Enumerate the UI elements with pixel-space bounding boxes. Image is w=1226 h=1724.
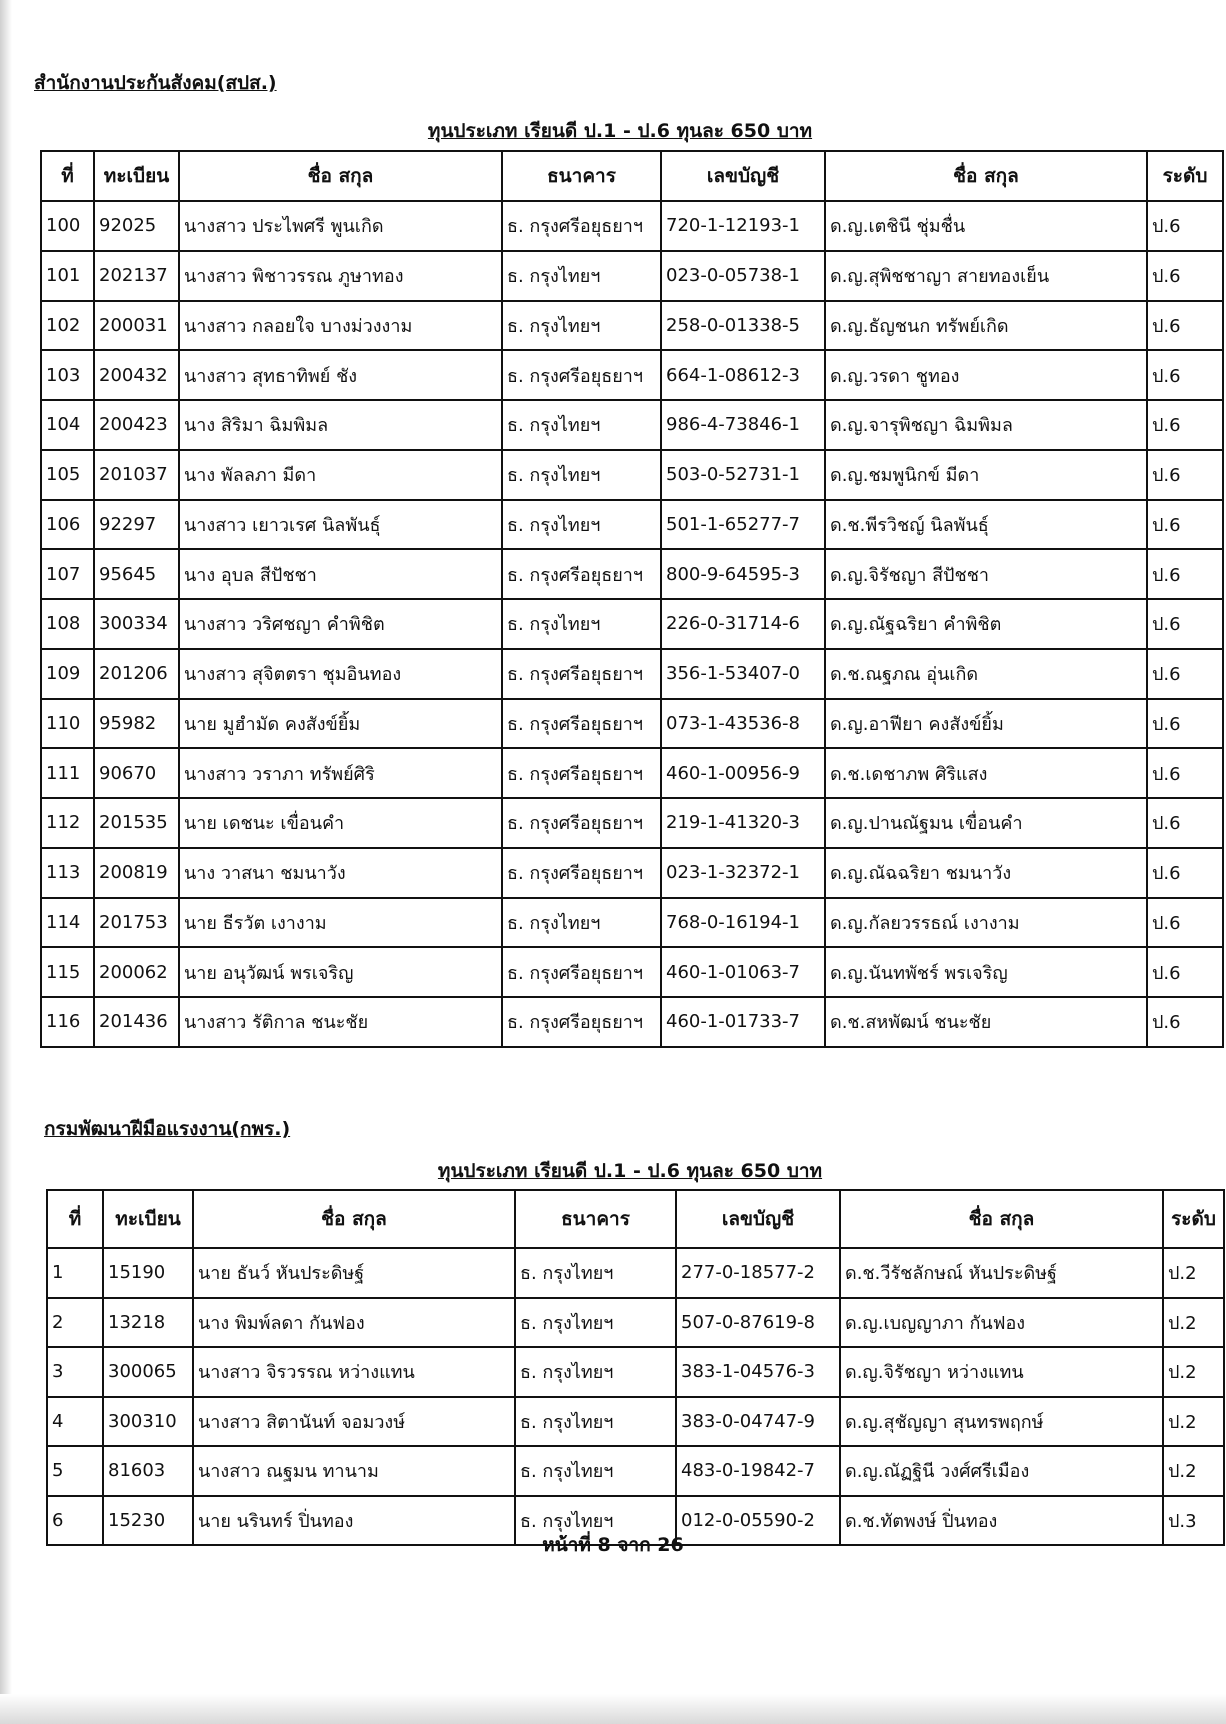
cell-student-name: ด.ญ.เบญญาภา กันฟอง [840,1298,1163,1348]
cell-no: 113 [41,848,94,898]
cell-level: ป.6 [1147,997,1223,1047]
cell-registration: 15190 [103,1248,193,1298]
cell-account-number: 226-0-31714-6 [661,599,825,649]
cell-account-holder-name: นาย อนุวัฒน์ พรเจริญ [179,947,502,997]
cell-account-number: 720-1-12193-1 [661,201,825,251]
agency-title-sso: สำนักงานประกันสังคม(สปส.) [34,72,277,94]
cell-bank: ธ. กรุงศรีอยุธยาฯ [502,549,661,599]
table-row [47,1298,1224,1348]
cell-bank: ธ. กรุงศรีอยุธยาฯ [502,947,661,997]
cell-level: ป.2 [1163,1347,1224,1397]
header-registration: ทะเบียน [103,1190,193,1248]
cell-student-name: ด.ช.วีรัชลักษณ์ หันประดิษฐ์ [840,1248,1163,1298]
cell-student-name: ด.ญ.ณัฉฉริยา ชมนาวัง [825,848,1147,898]
cell-level: ป.6 [1147,301,1223,351]
header-bank: ธนาคาร [502,151,661,201]
cell-no: 109 [41,649,94,699]
cell-account-holder-name: นางสาว สิตานันท์ จอมวงษ์ [193,1397,515,1447]
cell-bank: ธ. กรุงศรีอยุธยาฯ [502,997,661,1047]
cell-student-name: ด.ญ.กัลยวรรธณ์ เงางาม [825,898,1147,948]
cell-student-name: ด.ญ.เตชินี ชุ่มชื่น [825,201,1147,251]
cell-student-name: ด.ญ.อาฟียา คงสังข์ยิ้ม [825,699,1147,749]
table-row [41,649,1223,699]
cell-bank: ธ. กรุงไทยฯ [502,251,661,301]
header-account-holder-name: ชื่อ สกุล [193,1190,515,1248]
cell-student-name: ด.ญ.ณัฐฉริยา คำพิชิต [825,599,1147,649]
cell-level: ป.6 [1147,748,1223,798]
cell-student-name: ด.ญ.จารุพิชญา ฉิมพิมล [825,400,1147,450]
table-row [41,898,1223,948]
table-row [41,549,1223,599]
cell-registration: 81603 [103,1446,193,1496]
table-row [41,400,1223,450]
cell-account-holder-name: นาย นรินทร์ ปิ่นทอง [193,1496,515,1546]
cell-registration: 300310 [103,1397,193,1447]
header-account-holder-name: ชื่อ สกุล [179,151,502,201]
cell-level: ป.6 [1147,400,1223,450]
cell-bank: ธ. กรุงศรีอยุธยาฯ [502,201,661,251]
cell-registration: 200432 [94,350,179,400]
cell-no: 4 [47,1397,103,1447]
cell-bank: ธ. กรุงไทยฯ [515,1446,676,1496]
cell-level: ป.6 [1147,947,1223,997]
cell-bank: ธ. กรุงศรีอยุธยาฯ [502,848,661,898]
cell-level: ป.2 [1163,1248,1224,1298]
cell-bank: ธ. กรุงศรีอยุธยาฯ [502,649,661,699]
table-row [41,599,1223,649]
table-row [41,500,1223,550]
table-row [41,798,1223,848]
cell-no: 107 [41,549,94,599]
cell-account-number: 507-0-87619-8 [676,1298,840,1348]
cell-account-holder-name: นาง พัลลภา มีดา [179,450,502,500]
table-row [47,1446,1224,1496]
cell-account-number: 383-1-04576-3 [676,1347,840,1397]
cell-bank: ธ. กรุงไทยฯ [502,599,661,649]
cell-registration: 202137 [94,251,179,301]
cell-bank: ธ. กรุงไทยฯ [515,1496,676,1546]
cell-level: ป.3 [1163,1496,1224,1546]
scholarship-subtitle-dsd: ทุนประเภท เรียนดี ป.1 - ป.6 ทุนละ 650 บาท [437,1160,823,1182]
cell-account-holder-name: นางสาว สุจิตตรา ชุมอินทอง [179,649,502,699]
cell-account-number: 460-1-00956-9 [661,748,825,798]
cell-registration: 300334 [94,599,179,649]
cell-no: 111 [41,748,94,798]
cell-registration: 200062 [94,947,179,997]
cell-account-holder-name: นางสาว วราภา ทรัพย์ศิริ [179,748,502,798]
scholarship-table-sso [40,150,1224,1048]
cell-level: ป.2 [1163,1298,1224,1348]
cell-registration: 200423 [94,400,179,450]
table-header-row [47,1190,1224,1248]
cell-bank: ธ. กรุงศรีอยุธยาฯ [502,350,661,400]
cell-no: 102 [41,301,94,351]
cell-no: 108 [41,599,94,649]
cell-no: 103 [41,350,94,400]
cell-account-number: 501-1-65277-7 [661,500,825,550]
cell-registration: 201436 [94,997,179,1047]
cell-student-name: ด.ช.ทัตพงษ์ ปิ่นทอง [840,1496,1163,1546]
cell-account-number: 383-0-04747-9 [676,1397,840,1447]
cell-registration: 92297 [94,500,179,550]
cell-bank: ธ. กรุงไทยฯ [502,301,661,351]
cell-registration: 201753 [94,898,179,948]
cell-level: ป.2 [1163,1397,1224,1447]
cell-account-holder-name: นางสาว วริศชญา คำพิชิต [179,599,502,649]
cell-account-number: 460-1-01733-7 [661,997,825,1047]
header-level: ระดับ [1147,151,1223,201]
cell-student-name: ด.ญ.ณัฏฐินี วงศ์ศรีเมือง [840,1446,1163,1496]
scholarship-subtitle-sso: ทุนประเภท เรียนดี ป.1 - ป.6 ทุนละ 650 บาท [427,120,813,142]
table-row [41,748,1223,798]
cell-bank: ธ. กรุงไทยฯ [515,1347,676,1397]
cell-no: 116 [41,997,94,1047]
cell-student-name: ด.ญ.จิรัชญา สีปัชชา [825,549,1147,599]
table-row [41,848,1223,898]
cell-student-name: ด.ญ.ปานณัฐมน เขื่อนคำ [825,798,1147,848]
cell-account-holder-name: นาง พิมพ์ลดา กันฟอง [193,1298,515,1348]
cell-bank: ธ. กรุงศรีอยุธยาฯ [502,699,661,749]
cell-account-number: 460-1-01063-7 [661,947,825,997]
cell-level: ป.6 [1147,201,1223,251]
cell-student-name: ด.ญ.จิรัชญา หว่างแทน [840,1347,1163,1397]
cell-account-holder-name: นาย มูฮำมัด คงสังข์ยิ้ม [179,699,502,749]
header-no: ที่ [41,151,94,201]
cell-account-number: 800-9-64595-3 [661,549,825,599]
table-row [41,947,1223,997]
cell-account-number: 023-0-05738-1 [661,251,825,301]
cell-bank: ธ. กรุงศรีอยุธยาฯ [502,798,661,848]
cell-student-name: ด.ช.สหพัฒน์ ชนะชัย [825,997,1147,1047]
cell-account-holder-name: นางสาว จิรวรรณ หว่างแทน [193,1347,515,1397]
table-row [47,1397,1224,1447]
cell-level: ป.6 [1147,500,1223,550]
table-row [41,301,1223,351]
cell-no: 3 [47,1347,103,1397]
cell-no: 104 [41,400,94,450]
cell-bank: ธ. กรุงไทยฯ [502,400,661,450]
table-row [47,1248,1224,1298]
cell-no: 106 [41,500,94,550]
cell-no: 1 [47,1248,103,1298]
table-row [41,997,1223,1047]
page-number: หน้าที่ 8 จาก 26 [542,1534,684,1556]
cell-registration: 90670 [94,748,179,798]
cell-no: 5 [47,1446,103,1496]
cell-account-number: 356-1-53407-0 [661,649,825,699]
header-bank: ธนาคาร [515,1190,676,1248]
cell-level: ป.6 [1147,848,1223,898]
cell-account-holder-name: นางสาว เยาวเรศ นิลพันธุ์ [179,500,502,550]
table-row [41,699,1223,749]
cell-registration: 95645 [94,549,179,599]
cell-account-holder-name: นาง อุบล สีปัชชา [179,549,502,599]
cell-no: 115 [41,947,94,997]
header-student-name: ชื่อ สกุล [825,151,1147,201]
cell-no: 114 [41,898,94,948]
table-row [41,450,1223,500]
cell-level: ป.6 [1147,251,1223,301]
cell-bank: ธ. กรุงไทยฯ [515,1298,676,1348]
cell-account-holder-name: นาย ธันว์ หันประดิษฐ์ [193,1248,515,1298]
cell-student-name: ด.ช.เดชาภพ ศิริแสง [825,748,1147,798]
cell-account-number: 664-1-08612-3 [661,350,825,400]
cell-no: 2 [47,1298,103,1348]
header-student-name: ชื่อ สกุล [840,1190,1163,1248]
cell-registration: 13218 [103,1298,193,1348]
cell-account-holder-name: นางสาว ณฐมน ทานาม [193,1446,515,1496]
cell-bank: ธ. กรุงไทยฯ [515,1248,676,1298]
cell-level: ป.6 [1147,599,1223,649]
table-row [41,201,1223,251]
cell-account-number: 012-0-05590-2 [676,1496,840,1546]
cell-account-holder-name: นางสาว สุทธาทิพย์ ชัง [179,350,502,400]
cell-level: ป.6 [1147,898,1223,948]
table-header-row [41,151,1223,201]
cell-level: ป.6 [1147,450,1223,500]
cell-account-holder-name: นาง วาสนา ชมนาวัง [179,848,502,898]
cell-level: ป.6 [1147,649,1223,699]
cell-no: 6 [47,1496,103,1546]
cell-registration: 95982 [94,699,179,749]
cell-student-name: ด.ญ.สุชัญญา สุนทรพฤกษ์ [840,1397,1163,1447]
cell-level: ป.6 [1147,549,1223,599]
cell-student-name: ด.ช.พีรวิชญ์ นิลพันธุ์ [825,500,1147,550]
cell-account-holder-name: นางสาว ประไพศรี พูนเกิด [179,201,502,251]
cell-no: 100 [41,201,94,251]
cell-account-number: 768-0-16194-1 [661,898,825,948]
cell-student-name: ด.ญ.วรดา ชูทอง [825,350,1147,400]
cell-student-name: ด.ญ.ชมพูนิกข์ มีดา [825,450,1147,500]
cell-registration: 92025 [94,201,179,251]
cell-account-number: 258-0-01338-5 [661,301,825,351]
cell-level: ป.6 [1147,350,1223,400]
table-row [41,350,1223,400]
cell-registration: 300065 [103,1347,193,1397]
cell-account-number: 277-0-18577-2 [676,1248,840,1298]
header-account-number: เลขบัญชี [676,1190,840,1248]
cell-bank: ธ. กรุงไทยฯ [502,500,661,550]
cell-account-holder-name: นาย ธีรวัต เงางาม [179,898,502,948]
cell-registration: 200031 [94,301,179,351]
scan-edge-shadow [0,0,12,1724]
cell-account-number: 219-1-41320-3 [661,798,825,848]
cell-account-number: 483-0-19842-7 [676,1446,840,1496]
cell-registration: 201037 [94,450,179,500]
cell-account-holder-name: นางสาว กลอยใจ บางม่วงงาม [179,301,502,351]
cell-student-name: ด.ญ.สุพิชชาญา สายทองเย็น [825,251,1147,301]
cell-no: 110 [41,699,94,749]
cell-account-holder-name: นางสาว พิชาวรรณ ภูษาทอง [179,251,502,301]
cell-level: ป.6 [1147,798,1223,848]
cell-student-name: ด.ช.ณฐภณ อุ่นเกิด [825,649,1147,699]
header-level: ระดับ [1163,1190,1224,1248]
cell-registration: 200819 [94,848,179,898]
cell-registration: 201206 [94,649,179,699]
cell-account-holder-name: นาง สิริมา ฉิมพิมล [179,400,502,450]
cell-account-number: 503-0-52731-1 [661,450,825,500]
cell-bank: ธ. กรุงไทยฯ [502,898,661,948]
header-registration: ทะเบียน [94,151,179,201]
cell-account-holder-name: นาย เดชนะ เขื่อนคำ [179,798,502,848]
cell-bank: ธ. กรุงศรีอยุธยาฯ [502,748,661,798]
cell-bank: ธ. กรุงไทยฯ [502,450,661,500]
agency-title-dsd: กรมพัฒนาฝีมือแรงงาน(กพร.) [44,1118,291,1140]
cell-registration: 15230 [103,1496,193,1546]
cell-level: ป.2 [1163,1446,1224,1496]
cell-student-name: ด.ญ.ธัญชนก ทรัพย์เกิด [825,301,1147,351]
cell-no: 105 [41,450,94,500]
cell-account-number: 986-4-73846-1 [661,400,825,450]
cell-account-number: 023-1-32372-1 [661,848,825,898]
cell-account-holder-name: นางสาว รัติกาล ชนะชัย [179,997,502,1047]
cell-level: ป.6 [1147,699,1223,749]
header-no: ที่ [47,1190,103,1248]
scan-bottom-shadow [0,1694,1226,1724]
scholarship-table-dsd [46,1189,1225,1546]
cell-bank: ธ. กรุงไทยฯ [515,1397,676,1447]
header-account-number: เลขบัญชี [661,151,825,201]
table-row [47,1347,1224,1397]
cell-registration: 201535 [94,798,179,848]
cell-student-name: ด.ญ.นันทพัชร์ พรเจริญ [825,947,1147,997]
cell-account-number: 073-1-43536-8 [661,699,825,749]
table-row [41,251,1223,301]
cell-no: 101 [41,251,94,301]
cell-no: 112 [41,798,94,848]
